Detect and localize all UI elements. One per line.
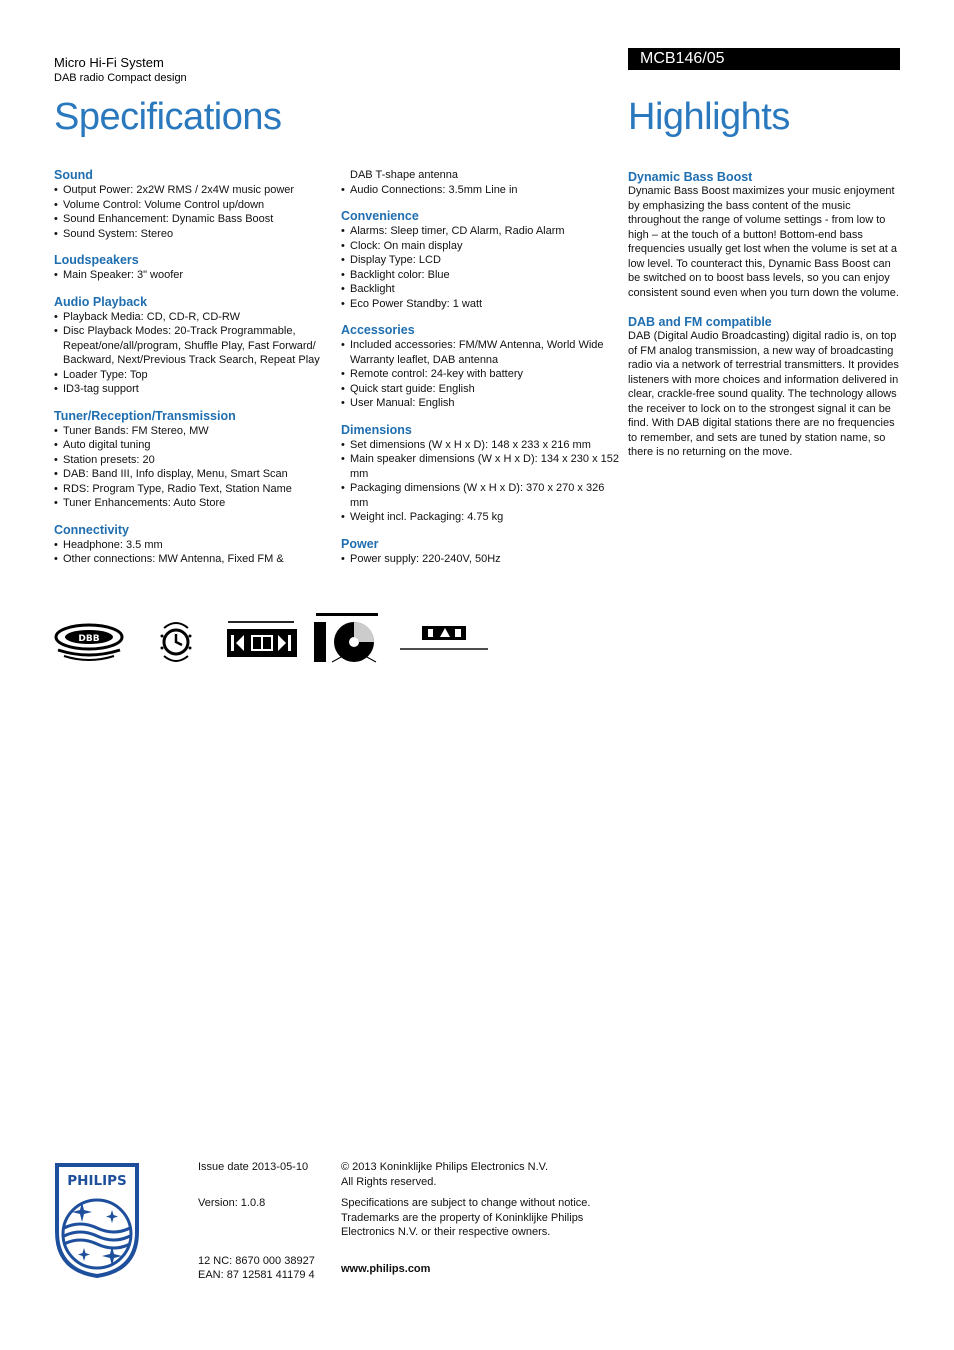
list-item: • Backlight [341, 282, 621, 297]
list-item: • Other connections: MW Antenna, Fixed FM & [54, 552, 332, 567]
spec-section-connectivity [54, 523, 332, 567]
copyright-text: © 2013 Koninklijke Philips Electronics N.V. [341, 1161, 549, 1173]
section-heading: Sound [54, 168, 93, 182]
spec-section-power [341, 537, 621, 567]
footer-legal [341, 1160, 611, 1276]
list-item: • Packaging dimensions (W x H x D): 370 x 270 x 326 mm [341, 481, 621, 510]
spec-section-audio-playback [54, 295, 332, 397]
footer-meta [198, 1160, 338, 1283]
section-heading: Connectivity [54, 522, 130, 537]
disclaimer-line-2: Trademarks are the property of Koninklijke Philips [341, 1211, 584, 1224]
highlight-dab-fm [628, 315, 903, 460]
version: Version: 1.0.8 [198, 1197, 266, 1209]
list-item: • Auto digital tuning [54, 438, 332, 453]
list-item: • Station presets: 20 [54, 453, 332, 468]
list-item: • Quick start guide: English [341, 382, 621, 397]
wake-up-sleep-timer-icon [150, 612, 202, 670]
spec-section-loudspeakers [54, 253, 332, 283]
specifications-heading: Specifications [54, 96, 282, 138]
highlight-dynamic-bass-boost [628, 170, 903, 300]
model-number-bar: MCB146/05 [628, 48, 900, 70]
dbb-logo-icon [54, 622, 126, 662]
highlight-heading: DAB and FM compatible [628, 315, 772, 329]
section-heading: Tuner/Reception/Transmission [54, 408, 236, 423]
list-item: • Audio Connections: 3.5mm Line in [341, 183, 621, 198]
list-item: • Alarms: Sleep timer, CD Alarm, Radio Alarm [341, 224, 621, 239]
list-item-continuation: DAB T-shape antenna [350, 169, 459, 181]
list-item: • DAB: Band III, Info display, Menu, Smart Scan [54, 467, 332, 482]
list-item: • Main Speaker: 3" woofer [54, 268, 332, 283]
spec-section-convenience [341, 209, 621, 311]
list-item: • Weight incl. Packaging: 4.75 kg [341, 510, 621, 525]
disclaimer-line-1: Specifications are subject to change without notice. [341, 1197, 591, 1209]
section-heading: Accessories [341, 323, 415, 337]
list-item: • Output Power: 2x2W RMS / 2x4W music power [54, 183, 332, 198]
list-item: • Disc Playback Modes: 20-Track Programmable, Repeat/one/all/program, Shuffle Play, Fast Forward/ Backward, Next/Previous Track Search, Repeat Play [54, 324, 332, 368]
list-item: • Playback Media: CD, CD-R, CD-RW [54, 310, 332, 325]
disclaimer-line-3: Electronics N.V. or their respective owners. [341, 1226, 551, 1238]
spec-section-connectivity-continued [341, 168, 621, 197]
website-link[interactable]: www.philips.com [341, 1262, 431, 1275]
nc-number: 12 NC: 8670 000 38927 [198, 1254, 315, 1267]
list-item: • Backlight color: Blue [341, 268, 621, 283]
highlight-text: DAB (Digital Audio Broadcasting) digital radio is, on top of FM analog transmission, a new way of broadcasting radio via a network of terrestrial transmitters. It provides listeners with more choices and information delivered in clear, crackle-free sound quality. The technology allows the receiver to lock on to the strongest signal it can be find. With DAB digital stations there are no frequencies to remember, and sets are tuned by station name, so there is no returning on the move. [628, 330, 899, 458]
specs-column-2 [341, 168, 621, 578]
list-item: • Set dimensions (W x H x D): 148 x 233 x 216 mm [341, 438, 621, 453]
list-item: • Clock: On main display [341, 239, 621, 254]
list-item: • Volume Control: Volume Control up/down [54, 198, 332, 213]
list-item: • Display Type: LCD [341, 253, 621, 268]
cd-rewritable-icon [312, 610, 384, 672]
philips-shield-logo [54, 1162, 140, 1278]
list-item: • Loader Type: Top [54, 368, 332, 383]
spec-section-sound [54, 168, 332, 241]
highlight-text: Dynamic Bass Boost maximizes your music enjoyment by emphasizing the bass content of the music throughout the range of volume settings - from low to high – at the touch of a button! Bottom-end bass frequencies usually get lost when the volume is set at a low level. To counteract this, Dynamic Bass Boost can be switched on to boost bass levels, so you can enjoy consistent sound even when you turn down the volume. [628, 185, 899, 299]
list-item: • ID3-tag support [54, 382, 332, 397]
list-item: • Headphone: 3.5 mm [54, 538, 332, 553]
svg-text:DBB: DBB [78, 634, 100, 644]
list-item: • Sound System: Stereo [54, 227, 332, 242]
feature-logos [54, 610, 514, 674]
section-heading: Convenience [341, 209, 419, 223]
ean-number: EAN: 87 12581 41179 4 [198, 1269, 315, 1281]
philips-brand-text: PHILIPS [67, 1173, 127, 1189]
list-item: • Main speaker dimensions (W x H x D): 134 x 230 x 152 mm [341, 452, 621, 481]
list-item: • RDS: Program Type, Radio Text, Station Name [54, 482, 332, 497]
highlights-heading: Highlights [628, 96, 790, 138]
spec-section-dimensions [341, 423, 621, 525]
highlight-heading: Dynamic Bass Boost [628, 170, 753, 184]
list-item: • Eco Power Standby: 1 watt [341, 297, 621, 312]
list-item: • Tuner Bands: FM Stereo, MW [54, 424, 332, 439]
section-heading: Audio Playback [54, 294, 148, 309]
list-item: • Power supply: 220-240V, 50Hz [341, 552, 621, 567]
list-item: • Included accessories: FM/MW Antenna, World Wide Warranty leaflet, DAB antenna [341, 338, 621, 367]
spec-section-tuner [54, 409, 332, 511]
highlights-column [628, 170, 903, 475]
list-item: • User Manual: English [341, 396, 621, 411]
specs-column-1 [54, 168, 332, 579]
list-item: • Sound Enhancement: Dynamic Bass Boost [54, 212, 332, 227]
list-item: • Tuner Enhancements: Auto Store [54, 496, 332, 511]
section-heading: Loudspeakers [54, 253, 139, 267]
issue-date: Issue date 2013-05-10 [198, 1161, 309, 1173]
product-subtitle: DAB radio Compact design [54, 72, 187, 84]
spec-section-accessories [341, 323, 621, 411]
dab-logo-icon [398, 624, 494, 658]
list-item: • Remote control: 24-key with battery [341, 367, 621, 382]
section-heading: Dimensions [341, 422, 412, 437]
digital-tuning-icon [226, 620, 298, 660]
section-heading: Power [341, 536, 379, 551]
product-title: Micro Hi-Fi System [54, 55, 164, 70]
rights-text: All Rights reserved. [341, 1175, 437, 1188]
